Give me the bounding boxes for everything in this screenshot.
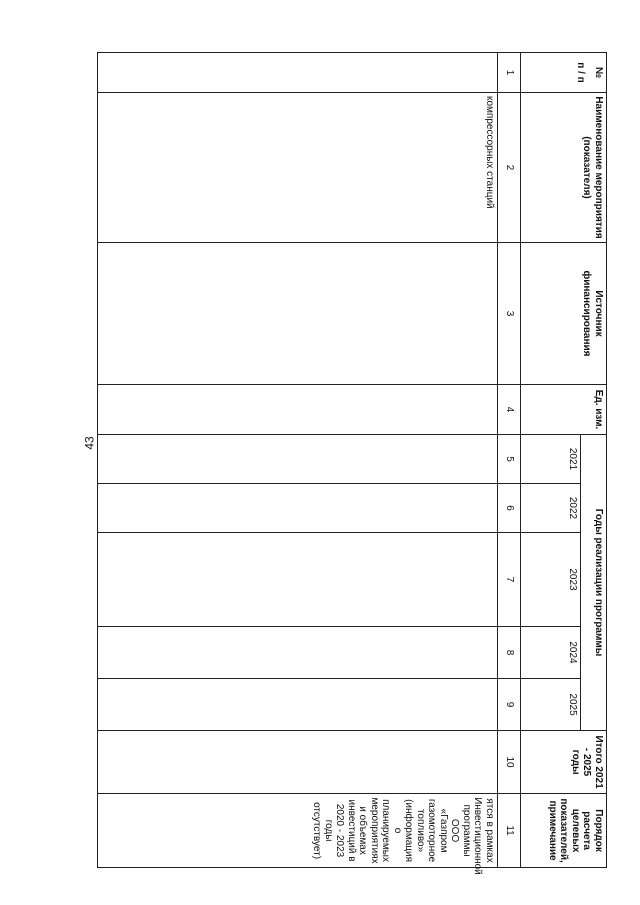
row-value-2025: [98, 679, 498, 731]
header-calc: Порядок расчета целевых показателей, примечание: [521, 794, 607, 868]
col-num: 10: [498, 731, 521, 794]
col-num: 6: [498, 484, 521, 533]
col-num: 1: [498, 53, 521, 93]
row-note: ятся в рамках Инвестиционной программы ООО «Газпром газомоторное топливо» (информация о планируемых мероприятиях и объемах инвестиций в 2020 - 2023 годы отсутствует): [98, 794, 498, 868]
header-year-2025: 2025: [521, 679, 581, 731]
row-no: [98, 53, 498, 93]
row-value-2023: [98, 533, 498, 627]
header-unit: Ед. изм.: [521, 385, 607, 435]
header-year-2022: 2022: [521, 484, 581, 533]
header-year-2021: 2021: [521, 435, 581, 484]
col-num: 5: [498, 435, 521, 484]
header-no: № п / п: [521, 53, 607, 93]
col-num: 7: [498, 533, 521, 627]
header-years-group: Годы реализации программы: [581, 435, 607, 731]
table-row: [98, 53, 498, 868]
column-number-row: [498, 53, 521, 868]
col-num: 9: [498, 679, 521, 731]
col-num: 8: [498, 627, 521, 679]
col-num: 11: [498, 794, 521, 868]
row-value-2021: [98, 435, 498, 484]
row-value-2022: [98, 484, 498, 533]
row-source: [98, 243, 498, 385]
header-year-2023: 2023: [521, 533, 581, 627]
col-num: 2: [498, 93, 521, 243]
page-number: 43: [82, 436, 97, 450]
row-name: компрессорных станций: [98, 93, 498, 243]
col-num: 3: [498, 243, 521, 385]
row-unit: [98, 385, 498, 435]
header-name: Наименование мероприятия (показателя): [521, 93, 607, 243]
header-source: Источник финансирования: [521, 243, 607, 385]
header-total: Итого 2021 - 2025 годы: [521, 731, 607, 794]
row-total: [98, 731, 498, 794]
row-value-2024: [98, 627, 498, 679]
col-num: 4: [498, 385, 521, 435]
program-table: [97, 52, 607, 875]
header-year-2024: 2024: [521, 627, 581, 679]
rotated-table-container: [97, 52, 607, 875]
